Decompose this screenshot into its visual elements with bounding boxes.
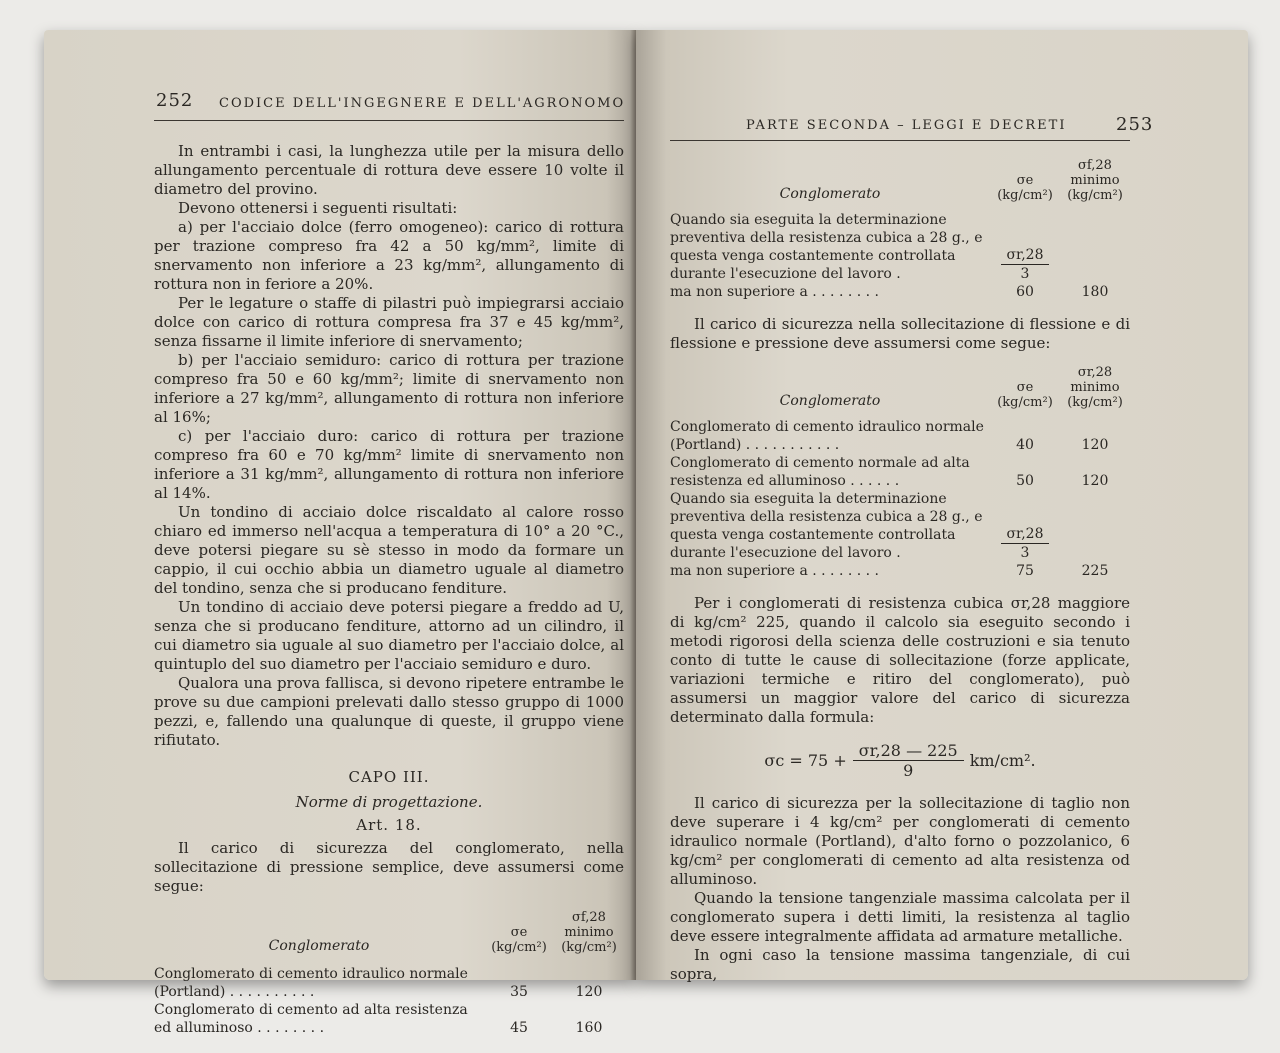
paragraph: Per i conglomerati di resistenza cubica σr,28 maggiore di kg/cm² 225, quando il calcolo sia eseguito secondo i metodi rigorosi della scienza delle costruzioni e sia tenuto conto di tutte le cause di sollecitazione (forze applicate, variazioni termiche e ritiro del conglomerato), può assumersi un maggior valore del carico di sicurezza determinato dalla formula: [670,594,1130,726]
capo-heading: CAPO III. [348,768,430,786]
table-cell-label: Conglomerato di cemento normale ad alta resistenza ed alluminoso . . . . . . [670,455,970,489]
table-cell-e: 35 [510,984,528,1000]
running-head-right: PARTE SECONDA – LEGGI E DECRETI [746,118,1067,133]
table-row [670,410,1130,454]
table-cell-label: Quando sia eseguita la determinazione preventiva della resistenza cubica a 28 g., e questa venga costantemente controllata durante l'esecuzione del lavoro . [670,491,983,561]
table-header-e: σe (kg/cm²) [997,380,1053,410]
table-header-e: σe (kg/cm²) [491,925,547,955]
fraction-numerator: σr,28 [1001,525,1050,544]
fraction-denominator: 3 [1020,545,1030,561]
table-cell-label: Conglomerato di cemento ad alta resistenza ed alluminoso . . . . . . . . [154,1002,468,1036]
fraction-denominator: 3 [1020,266,1030,282]
left-table [154,910,624,1037]
table-row [670,283,1130,301]
table-cell-e: 40 [1016,437,1034,453]
table-cell-e: 50 [1016,473,1034,489]
table-header-label: Conglomerato [779,393,881,409]
left-page [44,30,636,1036]
paragraph: Un tondino di acciaio deve potersi piegare a freddo ad U, senza che si producano fenditure, attorno ad un cilindro, il cui diametro sia uguale al suo diametro per l'acciaio dolce, al quintuplo del suo diametro per l'acciaio semiduro e duro. [154,598,624,673]
right-page [636,30,1248,983]
table-cell-f: 120 [575,984,603,1000]
table-header-label: Conglomerato [779,186,881,202]
table-cell-e: 75 [1016,563,1034,579]
table-header-e: σe (kg/cm²) [997,173,1053,203]
table-cell-label: ma non superiore a . . . . . . . . [670,284,880,300]
table-cell-f: 225 [1081,563,1109,579]
header-rule-right [670,140,1130,141]
table-header-f: σf,28 minimo (kg/cm²) [561,910,617,955]
paragraph: c) per l'acciaio duro: carico di rottura per trazione compreso fra 60 e 70 kg/mm² limite di snervamento non inferiore a 31 kg/mm², allungamento di rottura non inferiore al 14%. [154,427,624,502]
table-cell-f: 180 [1081,284,1109,300]
formula-denominator: 9 [903,761,914,780]
table-cell-f: 160 [575,1020,603,1036]
page-number-left: 252 [156,90,194,111]
formula-lhs: σc = 75 + [764,751,847,770]
left-body [154,142,624,1037]
formula-numerator: σr,28 — 225 [853,741,964,761]
right-table-1 [670,158,1130,301]
paragraph: Il carico di sicurezza nella sollecitazione di flessione e di flessione e pressione deve assumersi come segue: [670,315,1130,352]
table-cell-label: Quando sia eseguita la determinazione preventiva della resistenza cubica a 28 g., e questa venga costantemente controllata durante l'esecuzione del lavoro . [670,212,983,282]
paragraph: Devono ottenersi i seguenti risultati: [178,199,458,217]
paragraph: Il carico di sicurezza per la sollecitazione di taglio non deve superare i 4 kg/cm² per conglomerati di cemento idraulico normale (Portland), d'alto forno o pozzolanico, 6 kg/cm² per conglomerati di cemento ad alta resistenza od alluminoso. [670,794,1130,888]
table-cell-label: ma non superiore a . . . . . . . . [670,563,880,579]
table-cell-fraction [990,203,1060,283]
open-book [36,30,1248,1036]
table-cell-f: 120 [1081,473,1109,489]
table-header-f: σf,28 minimo (kg/cm²) [1067,158,1123,203]
paragraph: In entrambi i casi, la lunghezza utile per la misura dello allungamento percentuale di rottura deve essere 10 volte il diametro del provino. [154,142,624,198]
table-cell-fraction [990,490,1060,562]
running-head-left: CODICE DELL'INGEGNERE E DELL'AGRONOMO [219,96,626,111]
table-row [670,454,1130,490]
right-table-2 [670,365,1130,580]
paragraph: Quando la tensione tangenziale massima calcolata per il conglomerato supera i detti limiti, la resistenza al taglio deve essere integralmente affidata ad armature metalliche. [670,889,1130,945]
table-header-label: Conglomerato [268,938,370,954]
paragraph: b) per l'acciaio semiduro: carico di rottura per trazione compreso fra 50 e 60 kg/mm²; limite di snervamento non inferiore a 27 kg/mm², allungamento di rottura non inferiore al 16%; [154,351,624,426]
table-row [670,562,1130,580]
table-header-f: σr,28 minimo (kg/cm²) [1067,365,1123,410]
table-row [154,1001,624,1037]
paragraph: Un tondino di acciaio dolce riscaldato al calore rosso chiaro ed immerso nell'acqua a temperatura di 10° a 20 °C., deve potersi piegare su sè stesso in modo da formare un cappio, il cui occhio abbia un diametro uguale al diametro del tondino, senza che si producano fenditure. [154,503,624,597]
page-number-right: 253 [1116,114,1154,135]
fraction-numerator: σr,28 [1001,246,1050,265]
article-heading: Art. 18. [356,816,422,834]
table-row [670,490,1130,562]
formula [670,741,1130,780]
formula-unit: km/cm². [969,751,1036,770]
table-cell-label: Conglomerato di cemento idraulico normale (Portland) . . . . . . . . . . [154,966,468,1000]
table-row [154,955,624,1001]
table-row [670,203,1130,283]
capo-subtitle: Norme di progettazione. [295,793,483,811]
header-rule-left [154,120,624,121]
paragraph: Per le legature o staffe di pilastri può impiegrarsi acciaio dolce con carico di rottura compresa fra 37 e 45 kg/mm², senza fissarne il limite inferiore di snervamento; [154,294,624,350]
table-cell-e: 45 [510,1020,528,1036]
paragraph: In ogni caso la tensione massima tangenziale, di cui sopra, [670,946,1130,983]
table-cell-label: Conglomerato di cemento idraulico normale (Portland) . . . . . . . . . . . [670,419,984,453]
paragraph: a) per l'acciaio dolce (ferro omogeneo): carico di rottura per trazione compreso fra 42 a 50 kg/mm², limite di snervamento non inferiore a 23 kg/mm², allungamento di rottura non in feriore a 20%. [154,218,624,293]
table-cell-e: 60 [1016,284,1034,300]
right-body [670,158,1130,984]
article-text: Il carico di sicurezza del conglomerato, nella sollecitazione di pressione semplice, deve assumersi come segue: [154,839,624,895]
table-cell-f: 120 [1081,437,1109,453]
paragraph: Qualora una prova fallisca, si devono ripetere entrambe le prove su due campioni prelevati dallo stesso gruppo di 1000 pezzi, e, fallendo una qualunque di queste, il gruppo viene rifiutato. [154,674,624,749]
